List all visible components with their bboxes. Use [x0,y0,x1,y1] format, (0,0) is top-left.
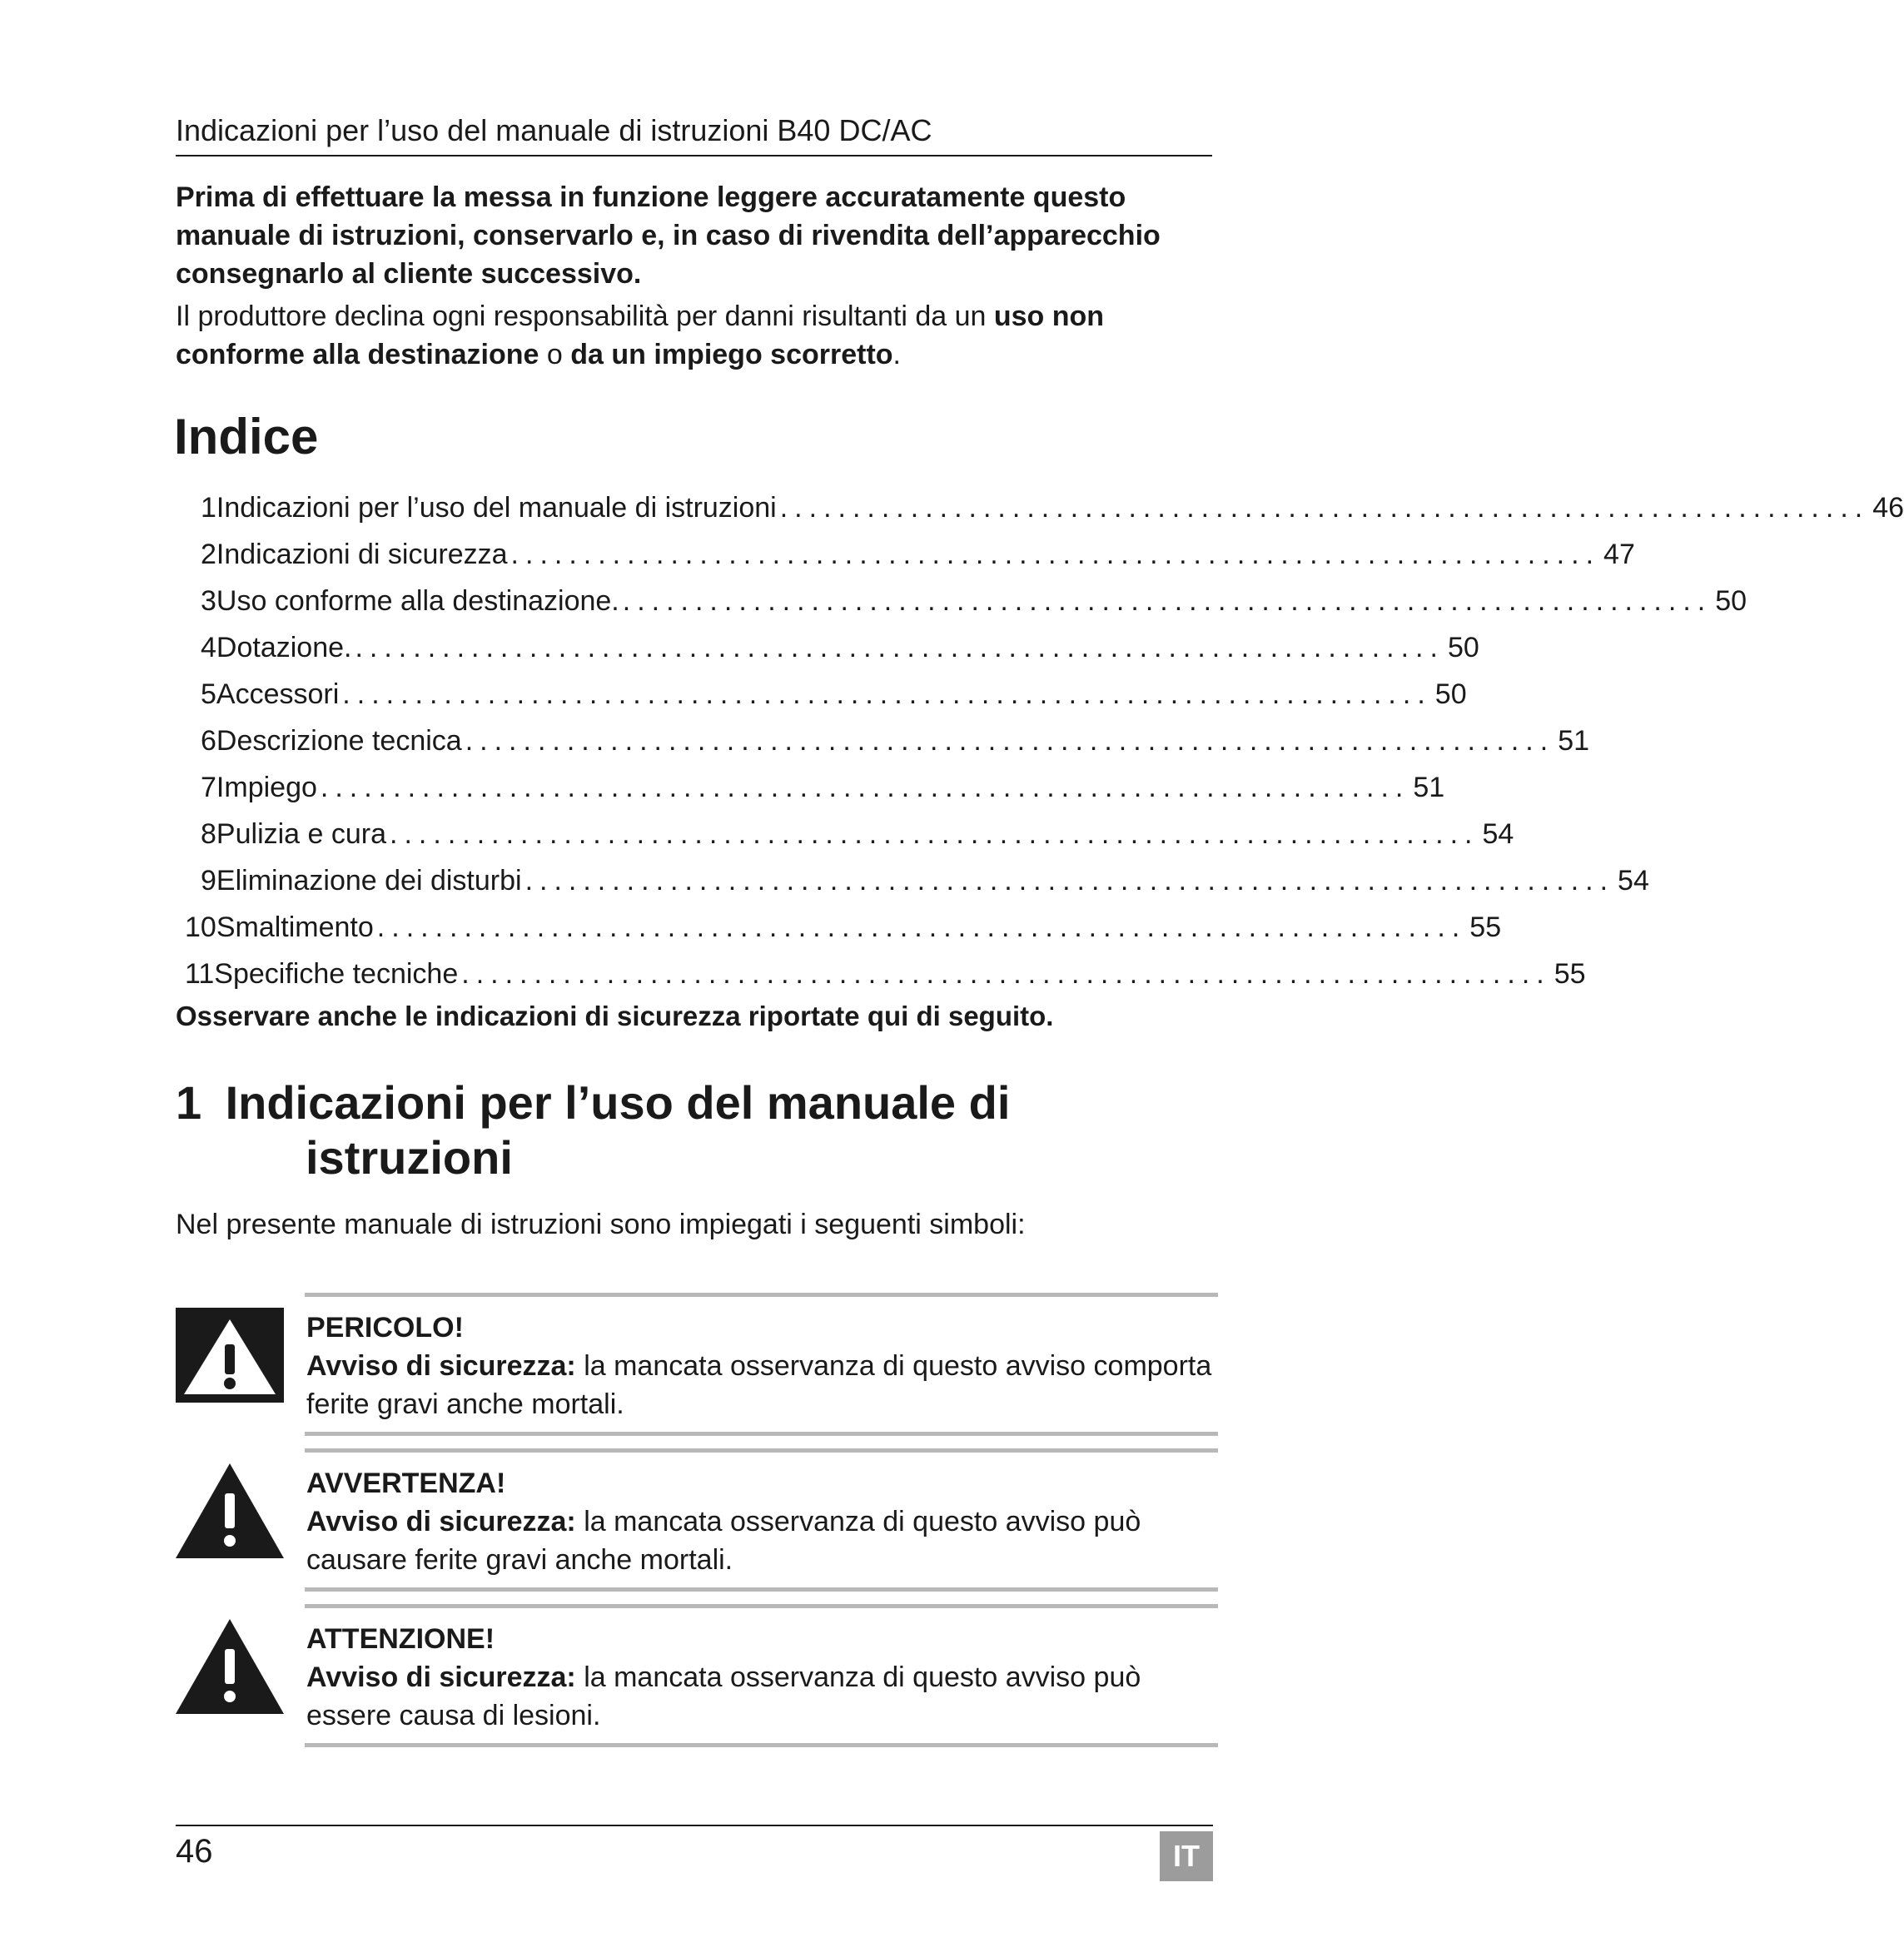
toc-entry-9[interactable] [201,860,1649,901]
toc-entry-number: 3 [201,585,216,617]
toc-leader-dots: ........................................................................... [320,772,1410,803]
toc-entry-page: 50 [1434,678,1467,710]
notice-body [306,1347,1215,1423]
toc-entry-label: Indicazioni di sicurezza [216,539,508,570]
toc-entry-page: 47 [1603,539,1635,570]
notice-text: la mancata osservanza di questo avviso può essere causa di lesioni. [306,1661,1141,1731]
intro-bold-paragraph: Prima di effettuare la messa in funzione leggere accuratamente questo manuale di istruzioni, conservarlo e, in caso di rivendita dell’apparecchio consegnarlo al cliente successivo. [176,181,1161,290]
toc-entry-5[interactable] [201,673,1467,715]
toc-entry-number: 10 [185,911,216,943]
toc-entry-number: 2 [201,539,216,570]
notice-caution [305,1604,1218,1747]
toc-entry-number: 4 [201,632,216,663]
toc-entry-8[interactable] [201,813,1514,855]
symbols-intro: Nel presente manuale di istruzioni sono impiegati i seguenti simboli: [176,1209,1026,1240]
language-badge: IT [1160,1831,1213,1881]
toc-entry-number: 7 [201,772,216,803]
liability-paragraph [176,297,1216,374]
toc-entry-7[interactable] [201,767,1445,808]
index-heading: Indice [174,409,319,464]
toc-leader-dots: ........................................................................... [465,725,1555,757]
liability-bold-1: uso non conforme alla destinazione [176,300,1105,370]
toc-entry-page: 55 [1469,911,1502,943]
toc-entry-4[interactable] [201,627,1479,668]
running-header: Indicazioni per l’uso del manuale di istruzioni B40 DC/AC [176,113,1212,156]
section-title-line-1: Indicazioni per l’uso del manuale di [225,1076,1011,1129]
footer-divider [176,1825,1213,1826]
notice-lead: Avviso di sicurezza: [306,1350,576,1382]
toc-entry-label: Indicazioni per l’uso del manuale di istruzioni [216,492,777,524]
toc-leader-dots: ........................................................................... [622,585,1713,617]
toc-leader-dots: ........................................................................... [510,539,1601,570]
toc-entry-page: 54 [1482,818,1514,850]
toc-entry-11[interactable] [185,953,1586,995]
toc-entry-page: 46 [1872,492,1904,524]
section-heading [176,1075,1010,1185]
toc-entry-label: Impiego [216,772,317,803]
notice-title: AVVERTENZA! [306,1468,506,1499]
notice-body [306,1502,1215,1579]
toc-entry-label: Specifiche tecniche [214,958,459,990]
notice-title: ATTENZIONE! [306,1623,495,1655]
liability-suffix: . [892,339,901,370]
notice-lead: Avviso di sicurezza: [306,1506,576,1537]
section-number: 1 [176,1076,202,1129]
toc-entry-number: 5 [201,678,216,710]
toc-entry-page: 51 [1558,725,1590,757]
toc-leader-dots: ........................................................................... [524,865,1615,897]
page-number: 46 [176,1833,213,1870]
danger-icon [176,1308,284,1403]
toc-entry-3[interactable] [201,580,1747,622]
toc-leader-dots: ........................................................................... [390,818,1479,850]
toc-leader-dots: ........................................................................... [355,632,1444,663]
liability-mid: o [539,339,571,370]
toc-entry-number: 9 [201,865,216,897]
toc-entry-label: Dotazione. [216,632,352,663]
notice-lead: Avviso di sicurezza: [306,1661,576,1693]
toc-entry-10[interactable] [185,906,1502,948]
toc-entry-page: 50 [1447,632,1479,663]
toc-leader-dots: ........................................................................... [342,678,1432,710]
toc-entry-number: 8 [201,818,216,850]
notice-title: PERICOLO! [306,1312,464,1344]
toc-leader-dots: ........................................................................... [779,492,1870,524]
toc-entry-number: 6 [201,725,216,757]
toc-leader-dots: ........................................................................... [376,911,1467,943]
notice-text: la mancata osservanza di questo avviso può causare ferite gravi anche mortali. [306,1506,1141,1576]
toc-entry-6[interactable] [201,720,1590,762]
section-title-line-2: istruzioni [306,1131,513,1184]
notice-body [306,1658,1215,1735]
toc-entry-page: 51 [1413,772,1445,803]
toc-entry-1[interactable] [201,487,1904,529]
toc-leader-dots: ........................................................................... [461,958,1551,990]
toc-entry-label: Eliminazione dei disturbi [216,865,522,897]
liability-bold-2: da un impiego scorretto [570,339,893,370]
toc-entry-2[interactable] [201,534,1635,575]
toc-entry-number: 11 [185,958,215,990]
toc-entry-label: Pulizia e cura [216,818,387,850]
toc-entry-label: Accessori [216,678,340,710]
toc-entry-page: 50 [1715,585,1747,617]
liability-prefix: Il produttore declina ogni responsabilità per danni risultanti da un [176,300,994,332]
toc-entry-label: Descrizione tecnica [216,725,462,757]
toc-entry-label: Uso conforme alla destinazione. [216,585,619,617]
toc-entry-page: 54 [1618,865,1649,897]
notice-danger [305,1293,1218,1436]
notice-warning [305,1448,1218,1592]
warning-icon [176,1463,284,1558]
toc-entry-page: 55 [1554,958,1586,990]
notice-text: la mancata osservanza di questo avviso comporta ferite gravi anche mortali. [306,1350,1212,1420]
caution-icon [176,1619,284,1714]
toc-entry-number: 1 [201,492,216,524]
toc-entry-label: Smaltimento [216,911,374,943]
safety-note: Osservare anche le indicazioni di sicurezza riportate qui di seguito. [176,1001,1054,1031]
